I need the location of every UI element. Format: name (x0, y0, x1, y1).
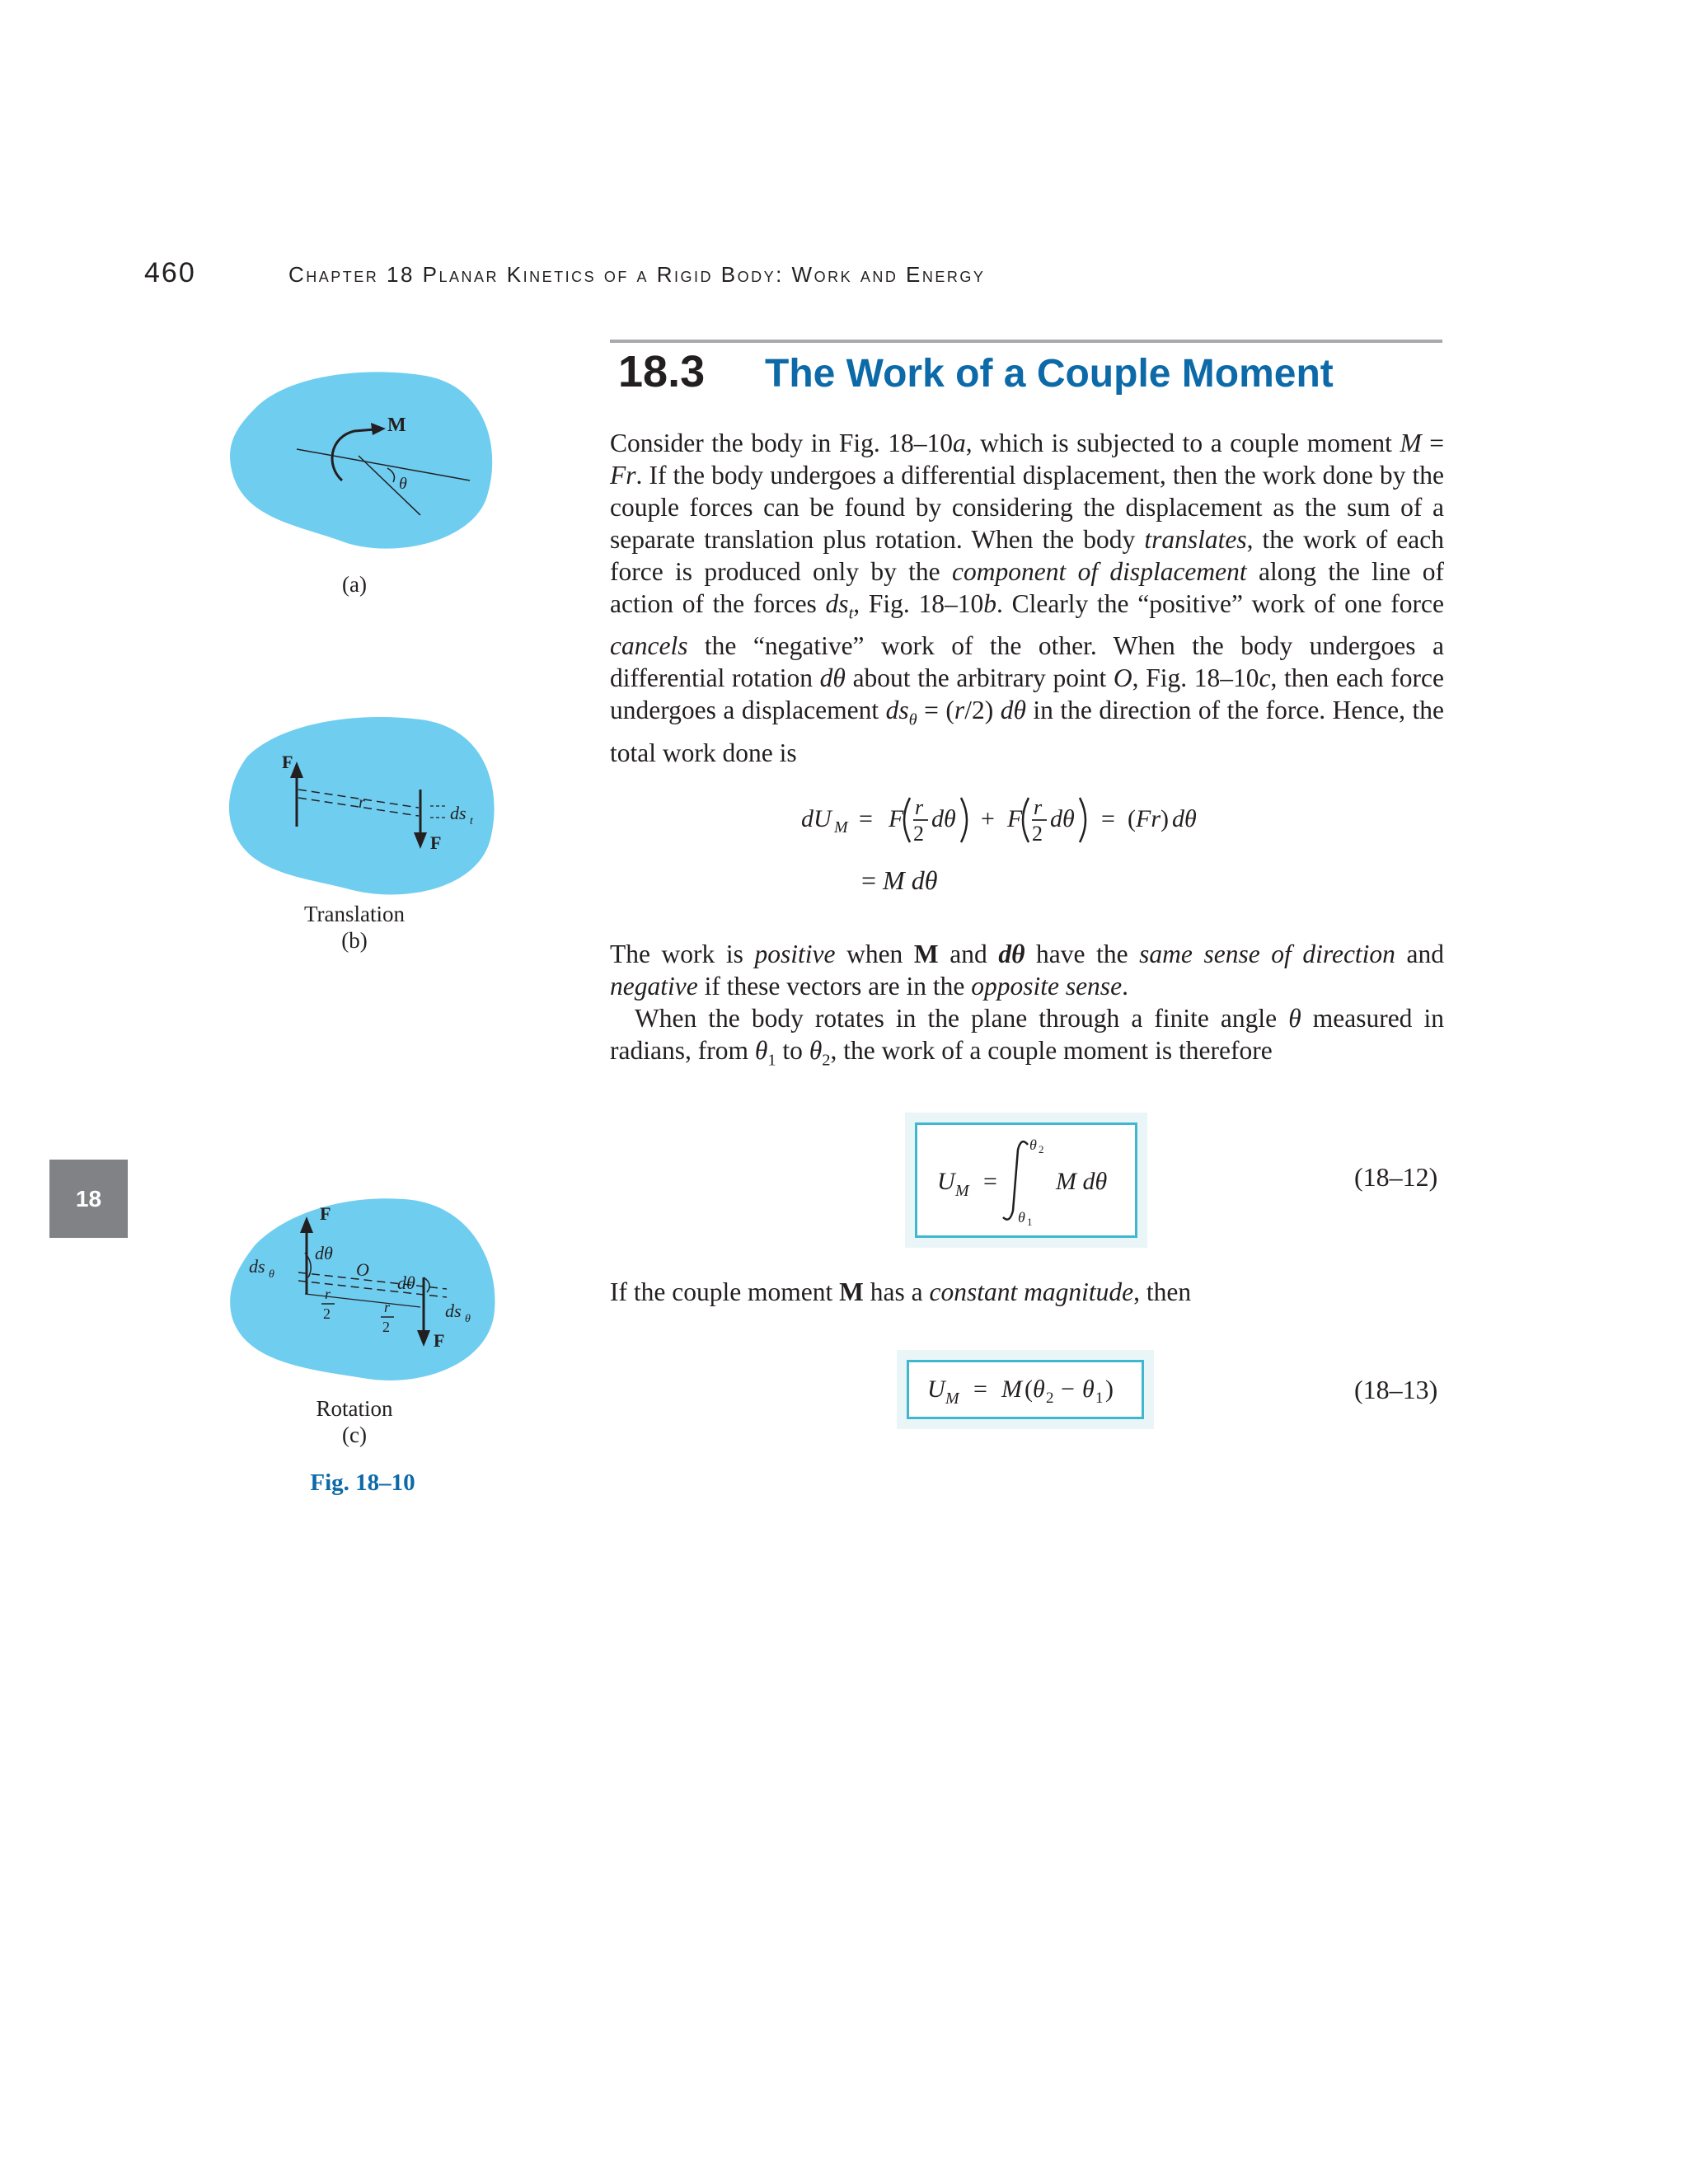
svg-text:θ: θ (1018, 1209, 1025, 1226)
svg-text:dU: dU (801, 805, 832, 832)
section-number: 18.3 (618, 347, 706, 396)
svg-text:M: M (834, 818, 848, 837)
svg-text:M dθ: M dθ (1056, 1168, 1108, 1195)
figure-c-dtheta-right: dθ (397, 1272, 415, 1293)
svg-text:1: 1 (1095, 1390, 1104, 1407)
figure-c-two-left: 2 (323, 1305, 331, 1322)
figure-c-r-right: r (384, 1299, 391, 1315)
figure-b-r-label: r (359, 794, 365, 812)
svg-text:2: 2 (913, 822, 924, 846)
paragraph-3: When the body rotates in the plane through a finite angle θ measured in radians, from $\theta_1$ to $\theta_2$, the work of a couple moment is therefore (610, 1004, 1444, 1070)
figure-a-M-label: M (387, 415, 406, 436)
equation-number-18-12: (18–12) (1354, 1162, 1438, 1192)
svg-text:Fr: Fr (1136, 805, 1160, 832)
figure-a-caption: (a) (342, 572, 367, 597)
svg-text:2: 2 (1046, 1390, 1054, 1407)
svg-text:dθ: dθ (1050, 805, 1075, 832)
figure-c-ds-left: ds (249, 1256, 265, 1277)
figure-a-couple-moment (223, 359, 503, 560)
svg-text:M: M (945, 1390, 959, 1408)
chapter-tab: 18 (49, 1160, 128, 1238)
section-rule (610, 340, 1442, 343)
section-title: The Work of a Couple Moment (765, 352, 1334, 396)
svg-text:r: r (915, 795, 924, 819)
figure-c-two-right: 2 (382, 1319, 390, 1335)
svg-text:(: ( (1025, 1376, 1033, 1403)
figure-a-theta-label: θ (399, 475, 407, 493)
svg-text:2: 2 (1039, 1143, 1044, 1155)
svg-text:=: = (983, 1168, 997, 1195)
svg-text:θ: θ (1082, 1376, 1095, 1403)
equation-18-12-box (915, 1122, 1137, 1238)
page-number: 460 (144, 257, 196, 288)
svg-text:(: ( (1128, 805, 1136, 832)
figure-c-rotation (223, 1187, 503, 1393)
svg-text:F: F (1007, 805, 1023, 832)
svg-text:θ: θ (1033, 1376, 1045, 1403)
svg-text:): ) (1160, 805, 1169, 832)
svg-text:−: − (1061, 1376, 1075, 1403)
figure-c-r-left: r (325, 1286, 331, 1302)
svg-text:F: F (889, 805, 904, 832)
figure-c-caption: Rotation (316, 1396, 393, 1421)
svg-text:M: M (955, 1182, 969, 1200)
equation-18-13-box (907, 1360, 1144, 1419)
svg-text:U: U (937, 1168, 955, 1195)
svg-text:=: = (859, 805, 873, 832)
svg-text:=: = (973, 1376, 987, 1403)
figure-c-sub: (c) (342, 1422, 367, 1447)
svg-text:): ) (1105, 1376, 1114, 1403)
figure-b-ds-label: ds (450, 803, 467, 823)
svg-text:2: 2 (1032, 822, 1043, 846)
figure-b-caption: Translation (303, 902, 405, 926)
figure-c-dtheta-left: dθ (315, 1243, 333, 1263)
figure-c-ds-left-sub: θ (269, 1268, 274, 1281)
svg-text:=: = (1101, 805, 1115, 832)
equation-number-18-13: (18–13) (1354, 1375, 1438, 1404)
svg-text:r: r (1034, 795, 1043, 819)
svg-text:M: M (1001, 1376, 1022, 1403)
running-head: Chapter 18 Planar Kinetics of a Rigid Body: Work and Energy (288, 262, 986, 287)
paragraph-4: If the couple moment M has a constant magnitude, then (610, 1277, 1192, 1306)
svg-text:1: 1 (1027, 1216, 1033, 1228)
figure-c-F-bottom: F (434, 1330, 445, 1351)
figure-c-ds-right: ds (445, 1301, 462, 1321)
figure-b-ds-sub: t (470, 815, 473, 827)
figure-b-F-top: F (282, 752, 293, 772)
paragraph-1: Consider the body in Fig. 18–10a, which is subjected to a couple moment M = Fr. If the body undergoes a differential displacement, then the work done by the couple forces can be found by considering the displacement as the sum of a separate translation plus rotation. When the body translates, the work of each force is produced only by the component of displacement along the line of action of the forces $ds_t$, Fig. 18–10b. Clearly the “positive” work of one force cancels the “negative” work of the other. When the body undergoes a differential rotation dθ about the arbitrary point O, Fig. 18–10c, then each force undergoes a displacement $ds_\theta = (r/2)$ dθ in the direction of the force. Hence, the total work done is (610, 429, 1445, 767)
svg-text:dθ: dθ (1172, 805, 1197, 832)
figure-caption: Fig. 18–10 (310, 1469, 415, 1496)
figure-c-ds-right-sub: θ (465, 1313, 471, 1325)
svg-text:θ: θ (1029, 1137, 1037, 1153)
svg-text:U: U (927, 1376, 945, 1403)
figure-b-F-bottom: F (430, 832, 442, 853)
figure-b-translation (223, 707, 503, 905)
svg-text:+: + (981, 805, 995, 832)
figure-c-F-top: F (320, 1203, 331, 1224)
equation-dU-2: = M dθ (861, 865, 938, 895)
svg-text:dθ: dθ (931, 805, 956, 832)
figure-c-O-label: O (356, 1259, 369, 1280)
equation-dU (799, 790, 1294, 847)
paragraph-2: The work is positive when M and dθ have the same sense of direction and negative if these vectors are in the opposite sense. (610, 940, 1445, 1001)
figure-b-sub: (b) (341, 928, 368, 953)
